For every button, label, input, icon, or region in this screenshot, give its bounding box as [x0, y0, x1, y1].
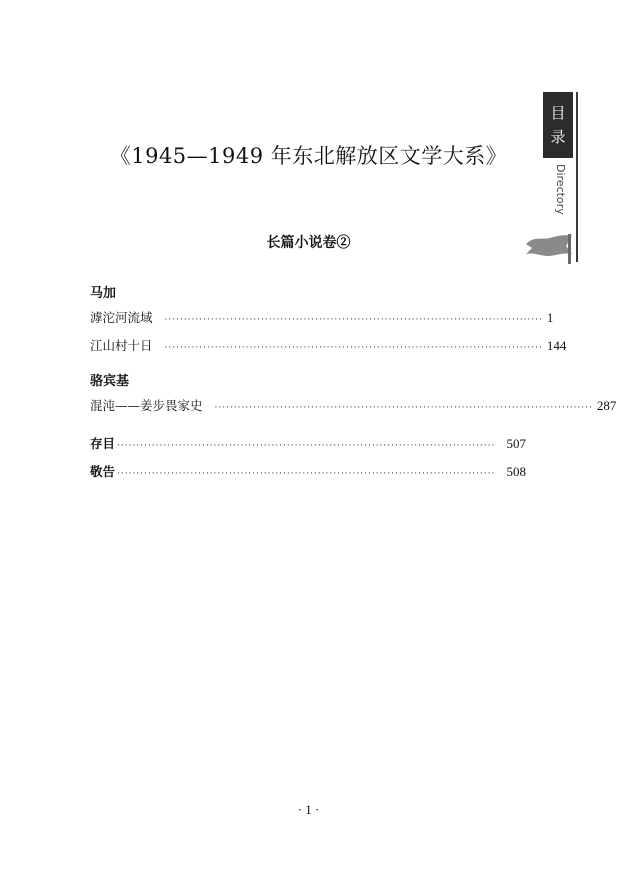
volume-subtitle: 长篇小说卷②	[266, 235, 351, 251]
directory-tab-label	[543, 92, 573, 158]
toc-entry-page: 507	[506, 436, 526, 451]
toc-entry-title: 混沌——姜步畏家史	[90, 398, 203, 413]
toc-entry-page: 1	[546, 310, 554, 325]
leader-dots: ··································································································	[164, 315, 543, 325]
toc-entry-title: 江山村十日	[90, 338, 153, 353]
leader-dots: ··································································································	[164, 343, 543, 353]
toc-entry-title: 滹沱河流域	[90, 310, 153, 325]
table-of-contents	[90, 284, 617, 486]
toc-entry[interactable]	[90, 332, 567, 360]
author-heading: 骆宾基	[90, 374, 130, 389]
toc-entry-page: 144	[546, 338, 567, 353]
toc-entry[interactable]	[90, 392, 617, 420]
book-title: 《1945—1949 年东北解放区文学大系》	[109, 144, 508, 168]
toc-entry-title: 存目	[90, 436, 116, 451]
toc-entry-page: 508	[506, 464, 526, 479]
directory-english-label: Directory	[554, 164, 567, 215]
toc-entry[interactable]	[90, 430, 526, 458]
author-heading: 马加	[90, 286, 117, 301]
toc-entry[interactable]	[90, 458, 526, 486]
toc-entry-page: 287	[596, 398, 617, 413]
leader-dots: ··································································································	[117, 441, 496, 451]
page-number: · 1 ·	[297, 802, 320, 817]
leader-dots: ··································································································	[214, 403, 593, 413]
leader-dots: ··································································································	[117, 469, 496, 479]
toc-entry-title: 敬告	[90, 464, 116, 479]
directory-char-1: 目	[550, 104, 566, 122]
toc-entry[interactable]	[90, 304, 554, 332]
directory-char-2: 录	[550, 128, 566, 146]
